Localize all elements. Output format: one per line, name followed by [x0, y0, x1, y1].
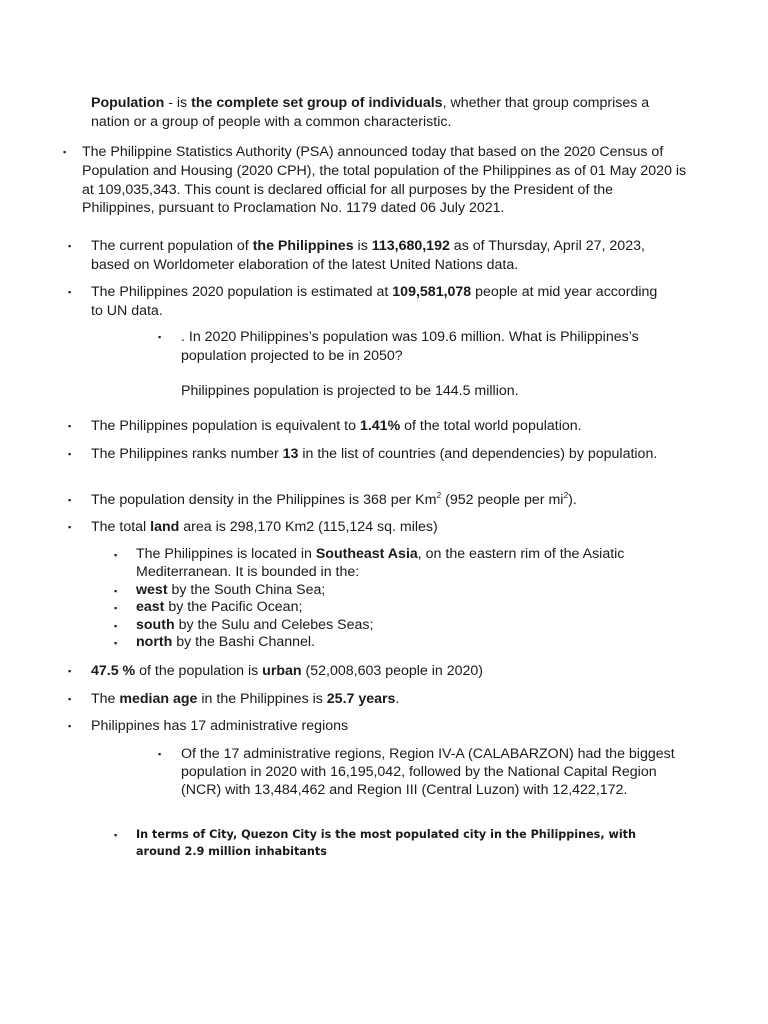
bullet-icon: ▪ — [68, 287, 72, 297]
world-share-item: The Philippines population is equivalent to 1.41% of the total world population. — [91, 418, 582, 434]
bullet-icon: ▪ — [114, 621, 118, 631]
estimate-item: The Philippines 2020 population is estimated at 109,581,078 people at mid year according to UN data. — [91, 284, 658, 319]
bullet-icon: ▪ — [158, 332, 162, 342]
bullet-icon: ▪ — [114, 830, 118, 840]
bound-south: south by the Sulu and Celebes Seas; — [136, 617, 374, 633]
bullet-icon: ▪ — [114, 586, 118, 596]
bound-east: east by the Pacific Ocean; — [136, 599, 303, 615]
definition-term: Population — [91, 95, 165, 111]
bullet-icon: ▪ — [68, 241, 72, 251]
projection-question: . In 2020 Philippines’s population was 109.6 million. What is Philippines’s population projected to be in 2050? — [181, 329, 639, 364]
bullet-icon: ▪ — [68, 666, 72, 676]
definition-phrase: the complete set group of individuals — [191, 95, 443, 111]
location-item: The Philippines is located in Southeast Asia, on the eastern rim of the Asiatic Mediterranean. It is bounded in the: — [136, 546, 625, 580]
density-item: The population density in the Philippines is 368 per Km$^2$ (952 people per $mi^2$). — [91, 490, 577, 508]
current-population-item: The current population of the Philippines is 113,680,192 as of Thursday, April 27, 2023, based on Worldometer elaboration of the latest United Nations data. — [91, 238, 645, 273]
regions-item: Philippines has 17 administrative regions — [91, 718, 349, 734]
bound-west: west by the South China Sea; — [136, 582, 326, 598]
median-age-item: The median age in the Philippines is 25.7 years. — [91, 691, 400, 707]
rank-item: The Philippines ranks number 13 in the list of countries (and dependencies) by population. — [91, 446, 658, 462]
projection-answer: Philippines population is projected to be 144.5 million. — [181, 383, 519, 399]
bound-north: north by the Bashi Channel. — [136, 634, 316, 650]
urban-item: 47.5 % of the population is urban (52,008,603 people in 2020) — [91, 663, 484, 679]
bullet-icon: ▪ — [68, 721, 72, 731]
land-area-item: The total land area is 298,170 Km2 (115,124 sq. miles) — [91, 519, 438, 535]
bullet-icon: ▪ — [114, 603, 118, 613]
bullet-icon: ▪ — [114, 550, 118, 560]
bullet-icon: ▪ — [68, 522, 72, 532]
bullet-icon: ▪ — [114, 638, 118, 648]
bullet-icon: ▪ — [68, 694, 72, 704]
bullet-icon: ▪ — [158, 749, 162, 759]
psa-paragraph: The Philippine Statistics Authority (PSA) announced today that based on the 2020 Census of Population and Housing (2020 CPH), the total population of the Philippines as of 01 May 2020 is at 109,035,343. This count is declared official for all purposes by the President of the Philippines, pursuant to Proclamation No. 1179 dated 06 July 2021. — [82, 144, 687, 217]
definition-paragraph: Population - is the complete set group of individuals, whether that group comprises a nation or a group of people with a common characteristic. — [91, 95, 650, 130]
city-item: In terms of City, Quezon City is the most populated city in the Philippines, with around 2.9 million inhabitants — [136, 828, 636, 858]
bullet-icon: ▪ — [68, 495, 72, 505]
bullet-icon: ▪ — [63, 147, 67, 157]
bullet-icon: ▪ — [68, 421, 72, 431]
regions-detail-item: Of the 17 administrative regions, Region IV-A (CALABARZON) had the biggest population in 2020 with 16,195,042, followed by the National Capital Region (NCR) with 13,484,462 and Region III (Central Luzon) with 12,422,172. — [181, 746, 675, 799]
bullet-icon: ▪ — [68, 449, 72, 459]
